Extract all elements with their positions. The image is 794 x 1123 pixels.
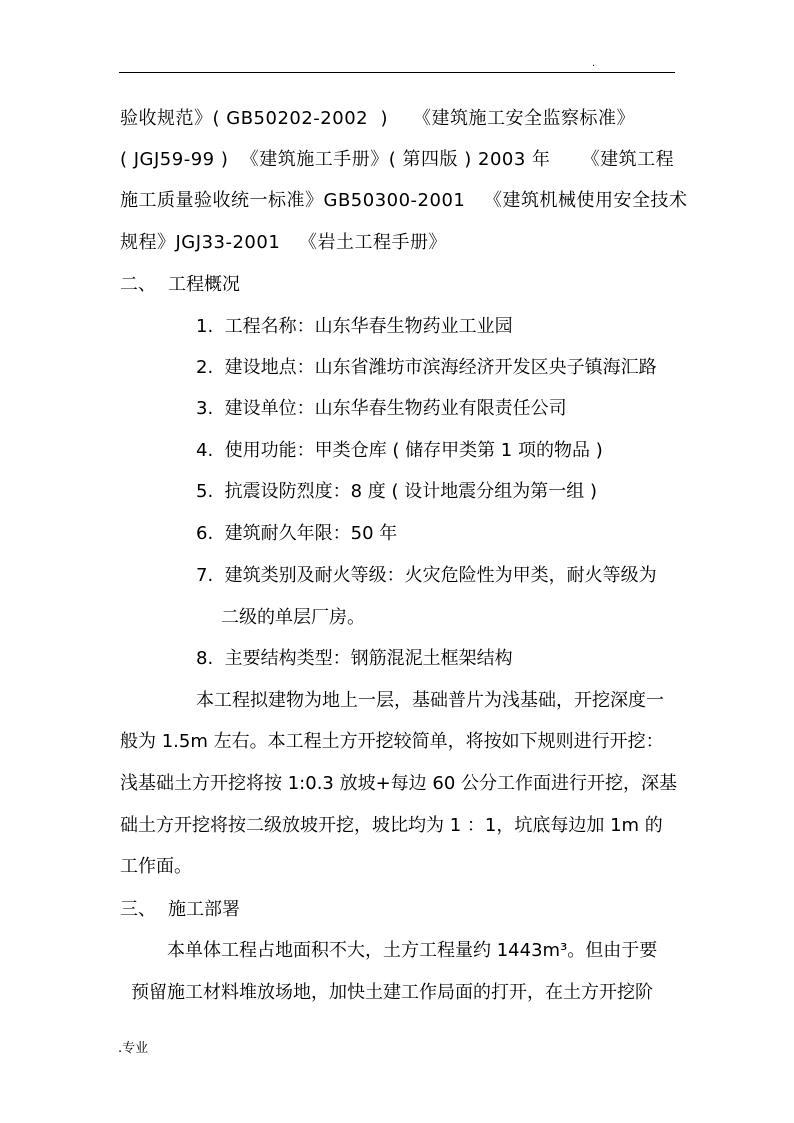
section-two-number: 二、 [120, 274, 156, 295]
list-item: 4. 使用功能：甲类仓库 ( 储存甲类第 1 项的物品 ) [196, 440, 603, 461]
section-two-title: 工程概况 [168, 274, 240, 295]
list-item: 1. 工程名称：山东华春生物药业工业园 [196, 316, 513, 337]
header-rule [119, 72, 675, 73]
list-item: 8. 主要结构类型：钢筋混泥土框架结构 [196, 648, 513, 669]
paragraph-line: 浅基础土方开挖将按 1:0.3 放坡+每边 60 公分工作面进行开挖，深基 [120, 773, 678, 794]
list-item: 3. 建设单位：山东华春生物药业有限责任公司 [196, 398, 567, 419]
reference-line: 验收规范》( GB50202-2002 ) 《建筑施工安全监察标准》 [120, 108, 635, 129]
reference-line: 施工质量验收统一标准》GB50300-2001 《建筑机械使用安全技术 [120, 190, 688, 211]
paragraph-line: 本单体工程占地面积不大，土方工程量约 1443m³。但由于要 [167, 940, 658, 961]
list-item: 6. 建筑耐久年限：50 年 [196, 523, 398, 544]
paragraph-line: 工作面。 [120, 856, 192, 877]
paragraph-line: 般为 1.5m 左右。本工程土方开挖较简单，将按如下规则进行开挖： [120, 731, 664, 752]
footer-label: .专业 [118, 1041, 149, 1056]
paragraph-line: 础土方开挖将按二级放坡开挖，坡比均为 1 ：1，坑底每边加 1m 的 [120, 815, 663, 836]
paragraph-line: 预留施工材料堆放场地，加快土建工作局面的打开，在土方开挖阶 [131, 982, 653, 1003]
reference-line: ( JGJ59-99 ) 《建筑施工手册》( 第四版 ) 2003 年 《建筑工程 [120, 149, 675, 170]
list-item: 2. 建设地点：山东省潍坊市滨海经济开发区央子镇海汇路 [196, 357, 657, 378]
paragraph-line: 本工程拟建物为地上一层，基础普片为浅基础，开挖深度一 [196, 690, 664, 711]
header-mark: . [592, 58, 596, 69]
list-item: 5. 抗震设防烈度：8 度 ( 设计地震分组为第一组 ) [196, 481, 597, 502]
list-item: 7. 建筑类别及耐火等级：火灾危险性为甲类，耐火等级为 [196, 565, 657, 586]
reference-line: 规程》JGJ33-2001 《岩土工程手册》 [120, 232, 447, 253]
section-three-title: 施工部署 [168, 899, 240, 920]
section-three-number: 三、 [120, 899, 156, 920]
list-item-continuation: 二级的单层厂房。 [221, 607, 365, 628]
